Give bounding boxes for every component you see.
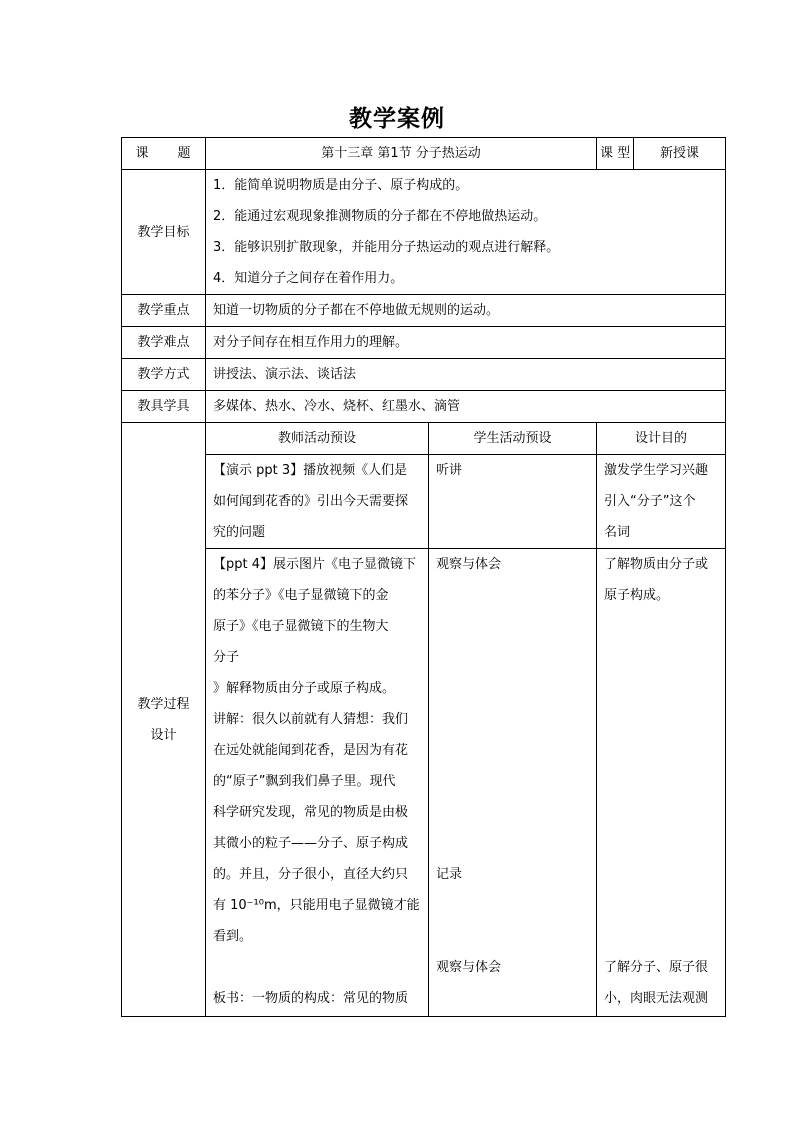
text-line	[604, 735, 718, 766]
student-activity-header: 学生活动预设	[429, 423, 597, 455]
difficulty-label: 教学难点	[122, 327, 206, 359]
objectives-label: 教学目标	[122, 170, 206, 295]
key-point-row	[122, 295, 726, 327]
text-line: 如何闻到花香的》引出今天需要探	[213, 494, 409, 509]
text-line: 小，肉眼无法观测	[604, 991, 709, 1006]
text-line: 观察与体会	[436, 557, 502, 572]
objective-item: 3．能够识别扩散现象，并能用分子热运动的观点进行解释。	[213, 240, 560, 255]
text-line: 原子构成。	[604, 588, 670, 603]
tools-row	[122, 391, 726, 423]
topic-label: 课 题	[122, 138, 206, 170]
process-label-line1: 教学过程	[137, 696, 190, 712]
teacher-activity-cell	[206, 455, 429, 549]
text-line	[604, 859, 718, 890]
tools-value: 多媒体、热水、冷水、烧杯、红墨水、滴管	[206, 391, 726, 423]
method-label: 教学方式	[122, 359, 206, 391]
text-line: 其微小的粒子——分子、原子构成	[213, 836, 409, 851]
difficulty-value: 对分子间存在相互作用力的理解。	[206, 327, 726, 359]
student-activity-cell	[429, 455, 597, 549]
text-line: 在远处就能闻到花香，是因为有花	[213, 743, 409, 758]
design-purpose-cell	[597, 455, 726, 549]
teacher-activity-cell	[206, 549, 429, 1017]
text-line: 板书：一物质的构成：常见的物质	[213, 991, 409, 1006]
text-line: 观察与体会	[436, 960, 502, 975]
objective-item: 4．知道分子之间存在着作用力。	[213, 271, 404, 286]
text-line	[604, 921, 718, 952]
text-line: 的。并且，分子很小，直径大约只	[213, 867, 409, 882]
text-line	[436, 673, 589, 704]
text-line: 原子》《电子显微镜下的生物大	[213, 619, 389, 634]
key-point-value: 知道一切物质的分子都在不停地做无规则的运动。	[206, 295, 726, 327]
text-line	[604, 673, 718, 704]
text-line	[436, 642, 589, 673]
design-purpose-cell	[597, 549, 726, 1017]
text-line	[604, 797, 718, 828]
text-line: 的苯分子》《电子显微镜下的金	[213, 588, 389, 603]
lesson-type-label: 课 型	[597, 138, 634, 170]
text-line	[436, 890, 589, 921]
text-line	[604, 704, 718, 735]
lesson-type-value: 新授课	[634, 138, 726, 170]
text-line	[436, 983, 589, 1014]
lesson-plan-table	[121, 137, 726, 1017]
text-line: 究的问题	[213, 525, 266, 540]
process-row	[122, 455, 726, 549]
text-line: 看到。	[213, 929, 253, 944]
method-row	[122, 359, 726, 391]
document-title: 教学案例	[349, 106, 445, 132]
process-label-line2: 设计	[150, 727, 177, 743]
text-line	[604, 642, 718, 673]
text-line: 【ppt 4】展示图片《电子显微镜下	[213, 557, 417, 572]
text-line: 科学研究发现，常见的物质是由极	[213, 805, 409, 820]
text-line	[213, 952, 421, 983]
topic-row	[122, 138, 726, 170]
teacher-activity-header: 教师活动预设	[206, 423, 429, 455]
text-line	[436, 704, 589, 735]
text-line	[436, 766, 589, 797]
difficulty-row	[122, 327, 726, 359]
objective-item: 2．能通过宏观现象推测物质的分子都在不停地做热运动。	[213, 209, 547, 224]
text-line: 了解分子、原子很	[604, 960, 709, 975]
text-line	[436, 611, 589, 642]
text-line	[604, 611, 718, 642]
process-label	[122, 423, 206, 1017]
text-line	[604, 766, 718, 797]
method-value: 讲授法、演示法、谈话法	[206, 359, 726, 391]
text-line	[436, 828, 589, 859]
topic-value: 第十三章 第1节 分子热运动	[206, 138, 597, 170]
design-purpose-header: 设计目的	[597, 423, 726, 455]
text-line: 名词	[604, 525, 631, 540]
tools-label: 教具学具	[122, 391, 206, 423]
text-line: 的“原子”飘到我们鼻子里。现代	[213, 774, 396, 789]
text-line: 激发学生学习兴趣	[604, 463, 709, 478]
text-line: 有 10⁻¹⁰m，只能用电子显微镜才能	[213, 898, 420, 913]
text-line: 分子	[213, 650, 240, 665]
objectives-list	[206, 170, 726, 295]
text-line: 讲解：很久以前就有人猜想：我们	[213, 712, 409, 727]
text-line: 【演示 ppt 3】播放视频《人们是	[213, 463, 408, 478]
text-line	[436, 580, 589, 611]
text-line: 》解释物质由分子或原子构成。	[213, 681, 396, 696]
student-activity-cell	[429, 549, 597, 1017]
text-line	[436, 797, 589, 828]
key-point-label: 教学重点	[122, 295, 206, 327]
text-line: 记录	[436, 867, 463, 882]
text-line: 了解物质由分子或	[604, 557, 709, 572]
text-line	[604, 890, 718, 921]
text-line	[604, 828, 718, 859]
text-line: 听讲	[436, 463, 463, 478]
objective-item: 1．能简单说明物质是由分子、原子构成的。	[213, 178, 469, 193]
objectives-row	[122, 170, 726, 295]
process-header-row	[122, 423, 726, 455]
text-line	[436, 735, 589, 766]
text-line	[436, 921, 589, 952]
text-line: 引入“分子”这个	[604, 494, 696, 509]
process-row	[122, 549, 726, 1017]
